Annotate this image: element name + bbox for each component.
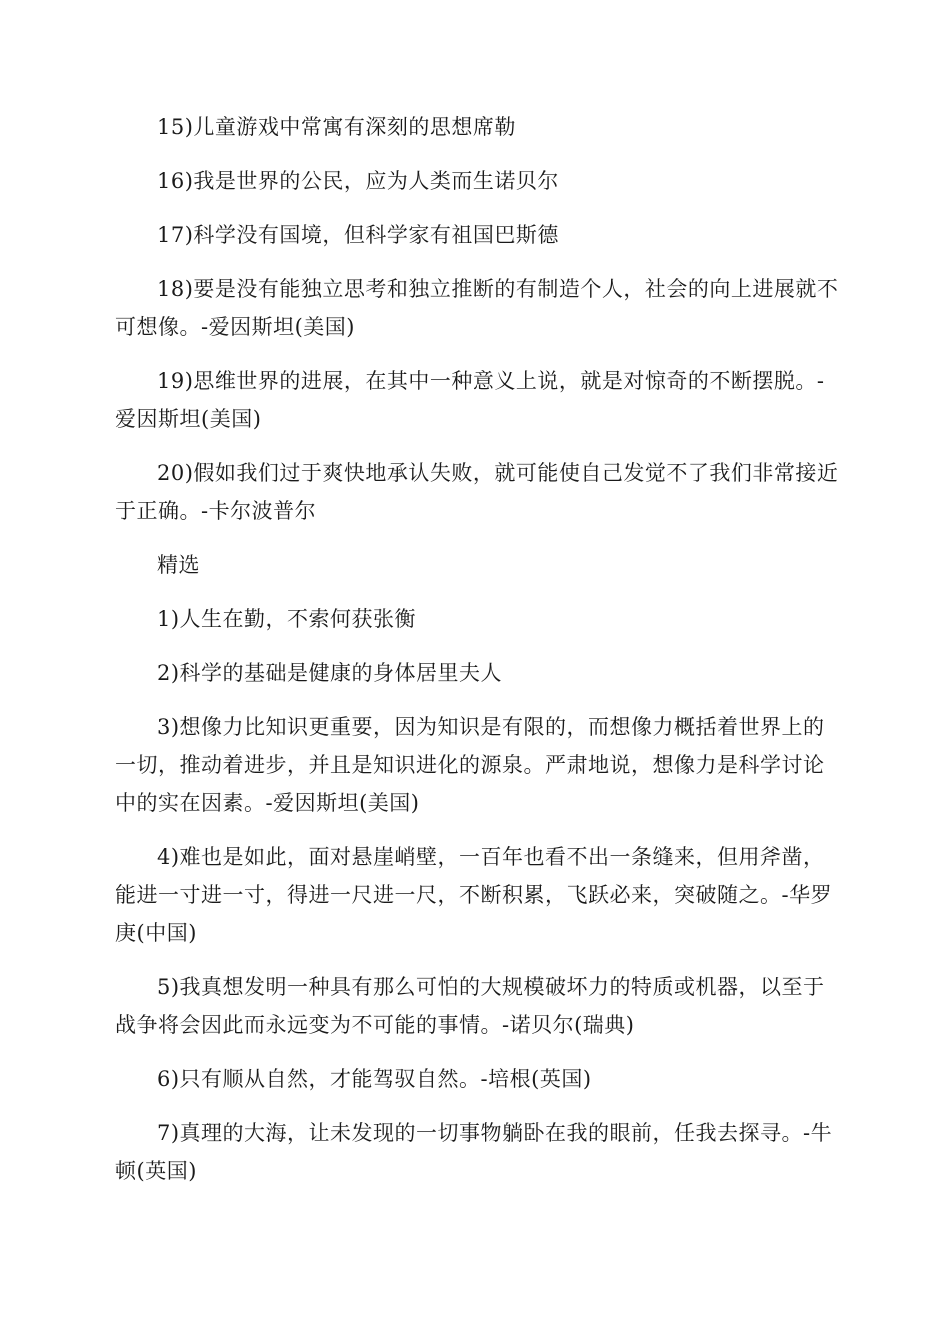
selected-quote-1: 1)人生在勤，不索何获张衡 [157, 607, 417, 631]
selected-quote-3: 3)想像力比知识更重要，因为知识是有限的，而想像力概括着世界上的一切，推动着进步，并且是知识进化的源泉。严肃地说，想像力是科学讨论中的实在因素。-爱因斯坦(美国) [115, 715, 825, 815]
quote-17: 17)科学没有国境，但科学家有祖国巴斯德 [157, 223, 559, 247]
quote-16: 16)我是世界的公民，应为人类而生诺贝尔 [157, 169, 559, 193]
document-body [115, 108, 840, 1206]
selected-quote-7: 7)真理的大海，让未发现的一切事物躺卧在我的眼前，任我去探寻。-牛顿(英国) [115, 1121, 833, 1183]
quote-15: 15)儿童游戏中常寓有深刻的思想席勒 [157, 115, 516, 139]
selected-quote-6: 6)只有顺从自然，才能驾驭自然。-培根(英国) [157, 1067, 592, 1091]
selected-quote-4: 4)难也是如此，面对悬崖峭壁，一百年也看不出一条缝来，但用斧凿，能进一寸进一寸，得进一尺进一尺，不断积累，飞跃必来，突破随之。-华罗庚(中国) [115, 845, 833, 945]
quote-18: 18)要是没有能独立思考和独立推断的有制造个人，社会的向上进展就不可想像。-爱因斯坦(美国) [115, 277, 839, 339]
quote-19: 19)思维世界的进展，在其中一种意义上说，就是对惊奇的不断摆脱。-爱因斯坦(美国) [115, 369, 825, 431]
section-heading-selected: 精选 [157, 553, 200, 577]
selected-quote-2: 2)科学的基础是健康的身体居里夫人 [157, 661, 503, 685]
selected-quote-5: 5)我真想发明一种具有那么可怕的大规模破坏力的特质或机器，以至于战争将会因此而永远变为不可能的事情。-诺贝尔(瑞典) [115, 975, 825, 1037]
quote-20: 20)假如我们过于爽快地承认失败，就可能使自己发觉不了我们非常接近于正确。-卡尔波普尔 [115, 461, 839, 523]
